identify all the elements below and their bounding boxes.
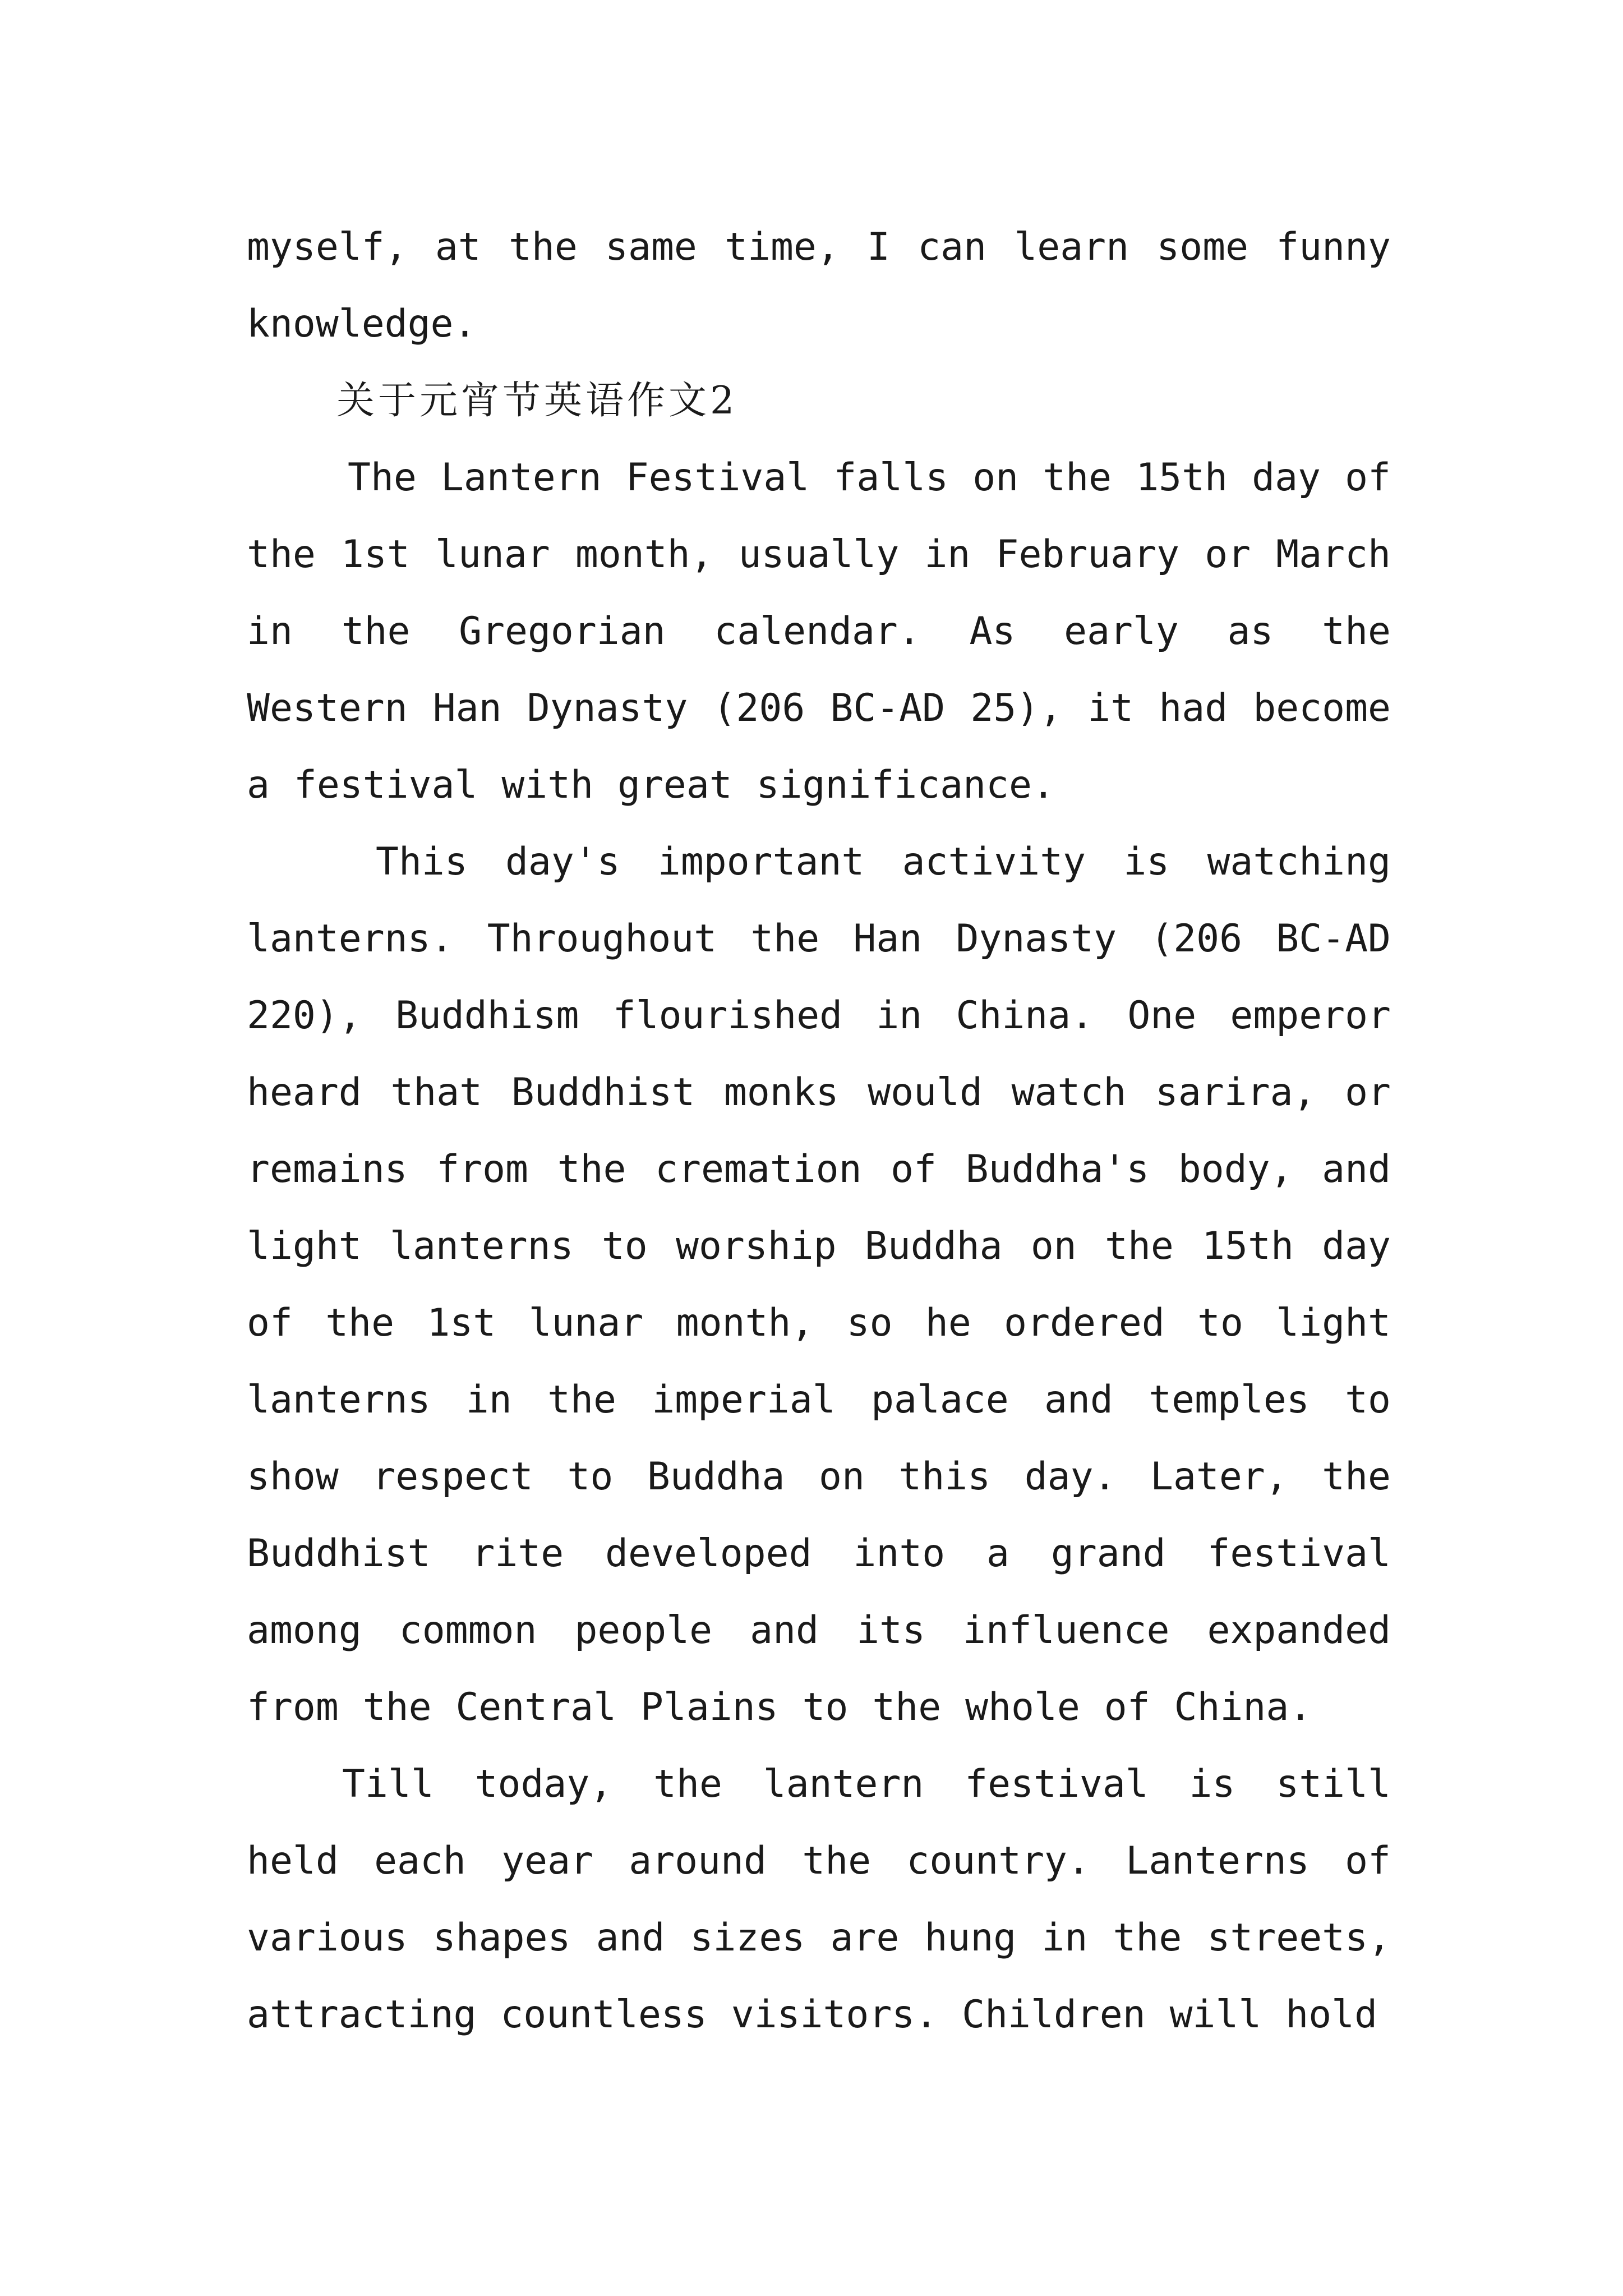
intro-paragraph: The Lantern Festival falls on the 15th day of the 1st lunar month, usually in February or March in the Gregorian calendar. As early as the Western Han Dynasty (206 BC-AD 25), it had become a festival with great significance. — [247, 455, 1391, 807]
history-paragraph: This day's important activity is watching lanterns. Throughout the Han Dynasty (206 BC-AD 220), Buddhism flourished in China. One emperor heard that Buddhist monks would watch sarira, or remains from the cremation of Buddha's body, and light lanterns to worship Buddha on the 15th day of the 1st lunar month, so he ordered to light lanterns in the imperial palace and temples to show respect to Buddha on this day. Later, the Buddhist rite developed into a grand festival among common people and its influence expanded from the Central Plains to the whole of China. — [247, 840, 1391, 1729]
document-body — [247, 209, 1391, 2053]
continuation-paragraph: myself, at the same time, I can learn some funny knowledge. — [247, 225, 1391, 346]
today-paragraph: Till today, the lantern festival is still held each year around the country. Lanterns of various shapes and sizes are hung in the streets, attracting countless visitors. Children will hold — [247, 1762, 1391, 2037]
section-heading: 关于元宵节英语作文2 — [336, 379, 738, 423]
